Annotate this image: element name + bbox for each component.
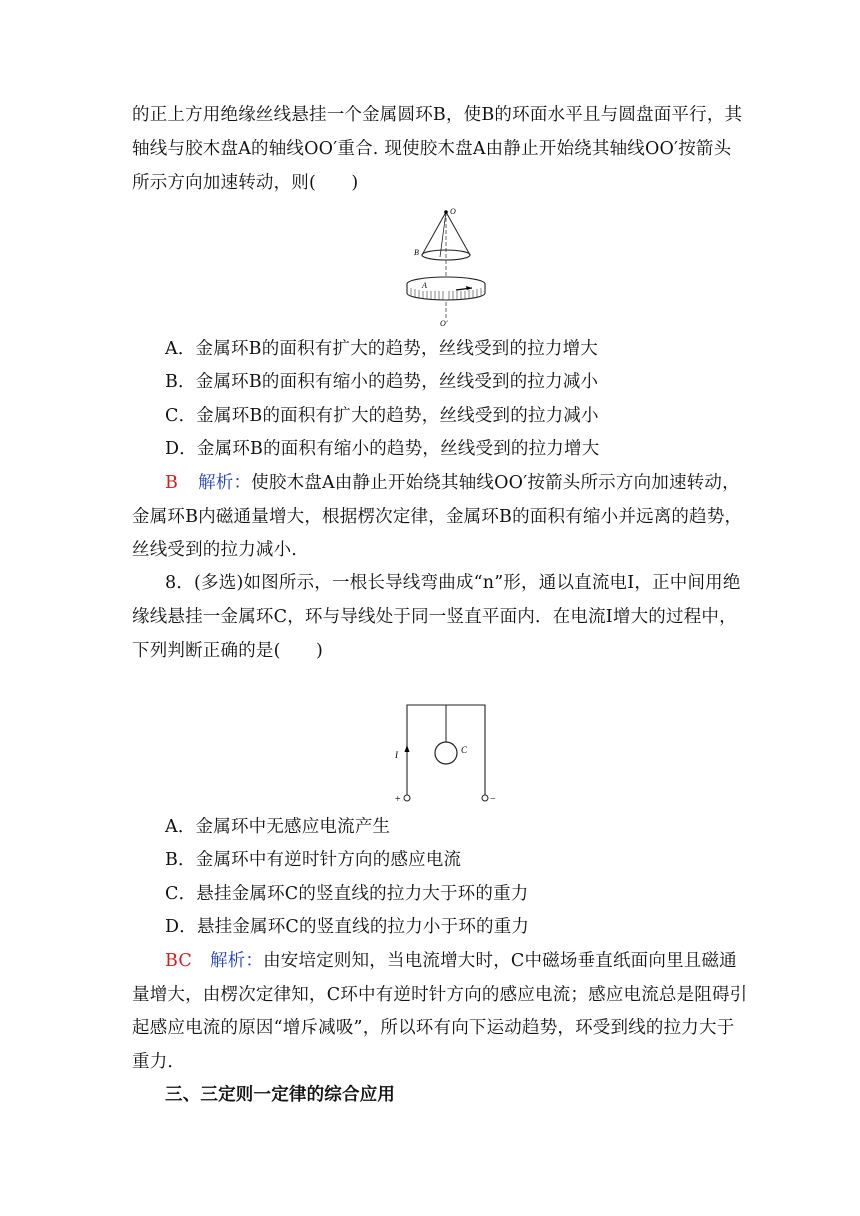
- q8-figure: [385, 695, 505, 810]
- q7-label-a: A: [422, 281, 427, 290]
- q7-stem-line-1: 的正上方用绝缘丝线悬挂一个金属圆环B，使B的环面水平且与圆盘面平行，其: [132, 105, 743, 125]
- q8-label-i: I: [395, 750, 398, 760]
- q7-analysis-line-1: [165, 471, 740, 495]
- q8-stem-line-2: 缘线悬挂一金属环C，环与导线处于同一竖直平面内．在电流I增大的过程中，: [132, 607, 737, 627]
- q8-stem-line-3: 下列判断正确的是( ): [132, 641, 324, 661]
- q8-stem-line-1: 8．(多选)如图所示，一根长导线弯曲成“n”形，通以直流电I，正中间用绝: [165, 573, 741, 593]
- q8-option-b: B．金属环中有逆时针方向的感应电流: [165, 850, 462, 870]
- q8-label-plus: +: [395, 794, 401, 805]
- q8-answer: BC: [165, 951, 192, 971]
- q8-option-c: C．悬挂金属环C的竖直线的拉力大于环的重力: [165, 884, 529, 904]
- q8-analysis-line-2: 量增大，由楞次定律知，C环中有逆时针方向的感应电流；感应电流总是阻碍引: [132, 985, 748, 1005]
- q8-analysis-line-4: 重力．: [132, 1052, 186, 1072]
- q7-stem-line-2: 轴线与胶木盘A的轴线OO′重合. 现使胶木盘A由静止开始绕其轴线OO′按箭头: [132, 139, 732, 159]
- q7-label-b: B: [414, 248, 419, 257]
- q8-analysis-line-1: [165, 949, 737, 973]
- q8-option-a: A．金属环中无感应电流产生: [165, 817, 391, 837]
- q7-figure: [400, 202, 500, 332]
- q7-analysis-text-1: 使胶木盘A由静止开始绕其轴线OO′按箭头所示方向加速转动，: [251, 473, 740, 493]
- q8-analysis-label: 解析：: [209, 951, 264, 971]
- q7-option-d: D．金属环B的面积有缩小的趋势，丝线受到的拉力增大: [165, 439, 600, 459]
- section-title: 三、三定则一定律的综合应用: [165, 1085, 396, 1105]
- q7-analysis-line-2: 金属环B内磁通量增大，根据楞次定律，金属环B的面积有缩小并远离的趋势，: [132, 507, 743, 527]
- q7-answer: B: [165, 473, 179, 493]
- q7-option-a: A．金属环B的面积有扩大的趋势，丝线受到的拉力增大: [165, 339, 598, 359]
- q7-option-b: B．金属环B的面积有缩小的趋势，丝线受到的拉力减小: [165, 372, 599, 392]
- q7-label-o-prime: O′: [440, 319, 448, 328]
- q8-label-c: C: [461, 745, 468, 755]
- q7-analysis-line-3: 丝线受到的拉力减小.: [132, 540, 298, 560]
- q8-option-d: D．悬挂金属环C的竖直线的拉力小于环的重力: [165, 917, 530, 937]
- q8-analysis-line-3: 起感应电流的原因“增斥减吸”，所以环有向下运动趋势，环受到线的拉力大于: [132, 1018, 735, 1038]
- q8-analysis-text-1: 由安培定则知，当电流增大时，C中磁场垂直纸面向里且磁通: [263, 951, 737, 971]
- q7-analysis-label: 解析：: [198, 473, 252, 493]
- q7-label-o: O: [450, 207, 456, 216]
- q7-stem-line-3: 所示方向加速转动，则( ): [132, 173, 359, 193]
- q8-label-minus: −: [490, 794, 496, 805]
- q7-option-c: C．金属环B的面积有扩大的趋势，丝线受到的拉力减小: [165, 406, 599, 426]
